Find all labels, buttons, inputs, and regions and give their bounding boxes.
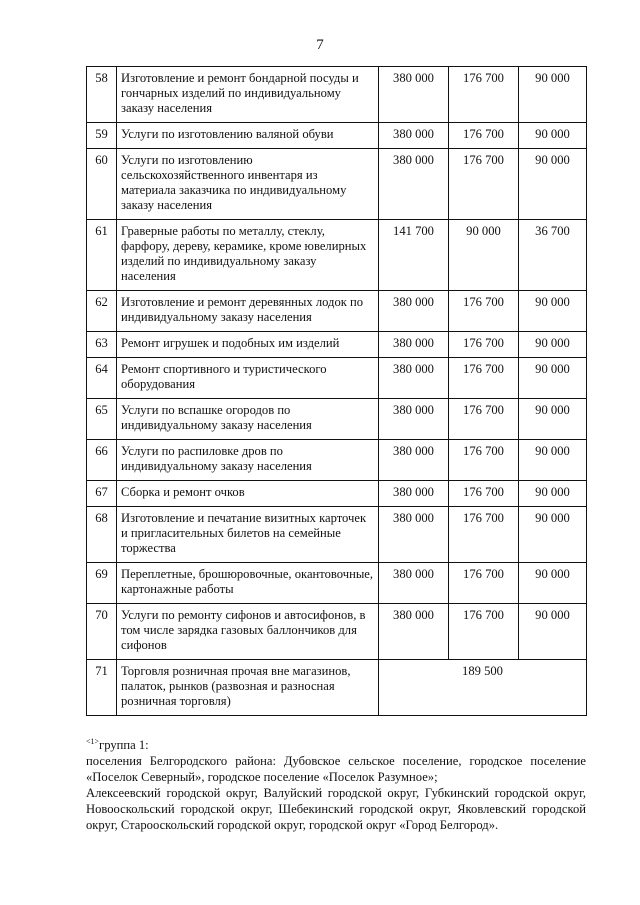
- service-name: Услуги по вспашке огородов по индивидуальному заказу населения: [117, 399, 379, 440]
- service-name: Услуги по ремонту сифонов и автосифонов, в том числе зарядка газовых баллончиков для сифонов: [117, 604, 379, 660]
- value-col-3: 90 000: [519, 123, 587, 149]
- value-col-1: 380 000: [379, 291, 449, 332]
- table-row: [87, 399, 587, 440]
- table-row: [87, 481, 587, 507]
- table-row: [87, 67, 587, 123]
- row-number: 64: [87, 358, 117, 399]
- table-row: [87, 149, 587, 220]
- footnote-label: группа 1:: [99, 738, 149, 752]
- value-col-1: 380 000: [379, 67, 449, 123]
- value-col-2: 176 700: [449, 399, 519, 440]
- table-row: [87, 604, 587, 660]
- row-number: 59: [87, 123, 117, 149]
- row-number: 68: [87, 507, 117, 563]
- service-name: Сборка и ремонт очков: [117, 481, 379, 507]
- row-number: 62: [87, 291, 117, 332]
- value-col-1: 380 000: [379, 604, 449, 660]
- row-number: 69: [87, 563, 117, 604]
- row-number: 71: [87, 660, 117, 716]
- value-col-1: 380 000: [379, 149, 449, 220]
- page-number: 7: [316, 37, 324, 53]
- service-name: Переплетные, брошюровочные, окантовочные, картонажные работы: [117, 563, 379, 604]
- services-table: [86, 66, 587, 716]
- footnote-label-line: [86, 737, 586, 753]
- table-row: [87, 123, 587, 149]
- value-col-3: 90 000: [519, 67, 587, 123]
- table-row: [87, 358, 587, 399]
- value-col-3: 90 000: [519, 563, 587, 604]
- value-col-2: 176 700: [449, 563, 519, 604]
- value-col-3: 90 000: [519, 399, 587, 440]
- service-name: Ремонт спортивного и туристического оборудования: [117, 358, 379, 399]
- service-name: Услуги по распиловке дров по индивидуальному заказу населения: [117, 440, 379, 481]
- value-col-1: 380 000: [379, 440, 449, 481]
- value-col-1: 380 000: [379, 123, 449, 149]
- table-row: [87, 660, 587, 716]
- row-number: 58: [87, 67, 117, 123]
- table-row: [87, 291, 587, 332]
- row-number: 61: [87, 220, 117, 291]
- value-col-2: 176 700: [449, 604, 519, 660]
- row-number: 65: [87, 399, 117, 440]
- value-col-3: 90 000: [519, 440, 587, 481]
- value-col-1: 380 000: [379, 507, 449, 563]
- merged-value-cell: 189 500: [379, 660, 587, 716]
- value-col-2: 176 700: [449, 332, 519, 358]
- value-col-1: 380 000: [379, 481, 449, 507]
- row-number: 70: [87, 604, 117, 660]
- value-col-2: 176 700: [449, 507, 519, 563]
- service-name: Изготовление и ремонт деревянных лодок по индивидуальному заказу населения: [117, 291, 379, 332]
- service-name: Граверные работы по металлу, стеклу, фарфору, дереву, керамике, кроме ювелирных изделий по индивидуальному заказу населения: [117, 220, 379, 291]
- table-row: [87, 332, 587, 358]
- service-name: Торговля розничная прочая вне магазинов, палаток, рынков (развозная и разносная розничная торговля): [117, 660, 379, 716]
- value-col-2: 176 700: [449, 358, 519, 399]
- value-col-3: 90 000: [519, 358, 587, 399]
- value-col-2: 176 700: [449, 123, 519, 149]
- table-row: [87, 563, 587, 604]
- value-col-2: 176 700: [449, 440, 519, 481]
- value-col-1: 380 000: [379, 563, 449, 604]
- footnote-paragraph: поселения Белгородского района: Дубовское сельское поселение, городское поселение «Поселок Северный», городское поселение «Поселок Разумное»;: [86, 754, 586, 784]
- row-number: 67: [87, 481, 117, 507]
- service-name: Услуги по изготовлению валяной обуви: [117, 123, 379, 149]
- value-col-2: 176 700: [449, 291, 519, 332]
- value-col-3: 90 000: [519, 507, 587, 563]
- services-table-body: [87, 67, 587, 716]
- value-col-3: 90 000: [519, 149, 587, 220]
- footnote: [86, 737, 586, 833]
- value-col-1: 380 000: [379, 332, 449, 358]
- footnote-marker: <1>: [86, 736, 100, 746]
- row-number: 60: [87, 149, 117, 220]
- value-col-2: 176 700: [449, 149, 519, 220]
- service-name: Ремонт игрушек и подобных им изделий: [117, 332, 379, 358]
- table-row: [87, 507, 587, 563]
- value-col-3: 90 000: [519, 332, 587, 358]
- value-col-1: 380 000: [379, 358, 449, 399]
- value-col-2: 176 700: [449, 481, 519, 507]
- value-col-2: 90 000: [449, 220, 519, 291]
- footnote-paragraph: Алексеевский городской округ, Валуйский городской округ, Губкинский городской округ, Новооскольский городской округ, Шебекинский городской округ, Яковлевский городской округ, Старооскольский городской округ, городской округ «Город Белгород».: [86, 786, 586, 832]
- value-col-3: 90 000: [519, 481, 587, 507]
- service-name: Изготовление и ремонт бондарной посуды и гончарных изделий по индивидуальному заказу населения: [117, 67, 379, 123]
- service-name: Изготовление и печатание визитных карточек и пригласительных билетов на семейные торжества: [117, 507, 379, 563]
- value-col-1: 380 000: [379, 399, 449, 440]
- table-row: [87, 440, 587, 481]
- value-col-3: 36 700: [519, 220, 587, 291]
- row-number: 63: [87, 332, 117, 358]
- value-col-1: 141 700: [379, 220, 449, 291]
- value-col-3: 90 000: [519, 604, 587, 660]
- service-name: Услуги по изготовлению сельскохозяйственного инвентаря из материала заказчика по индивидуальному заказу населения: [117, 149, 379, 220]
- table-row: [87, 220, 587, 291]
- value-col-2: 176 700: [449, 67, 519, 123]
- row-number: 66: [87, 440, 117, 481]
- value-col-3: 90 000: [519, 291, 587, 332]
